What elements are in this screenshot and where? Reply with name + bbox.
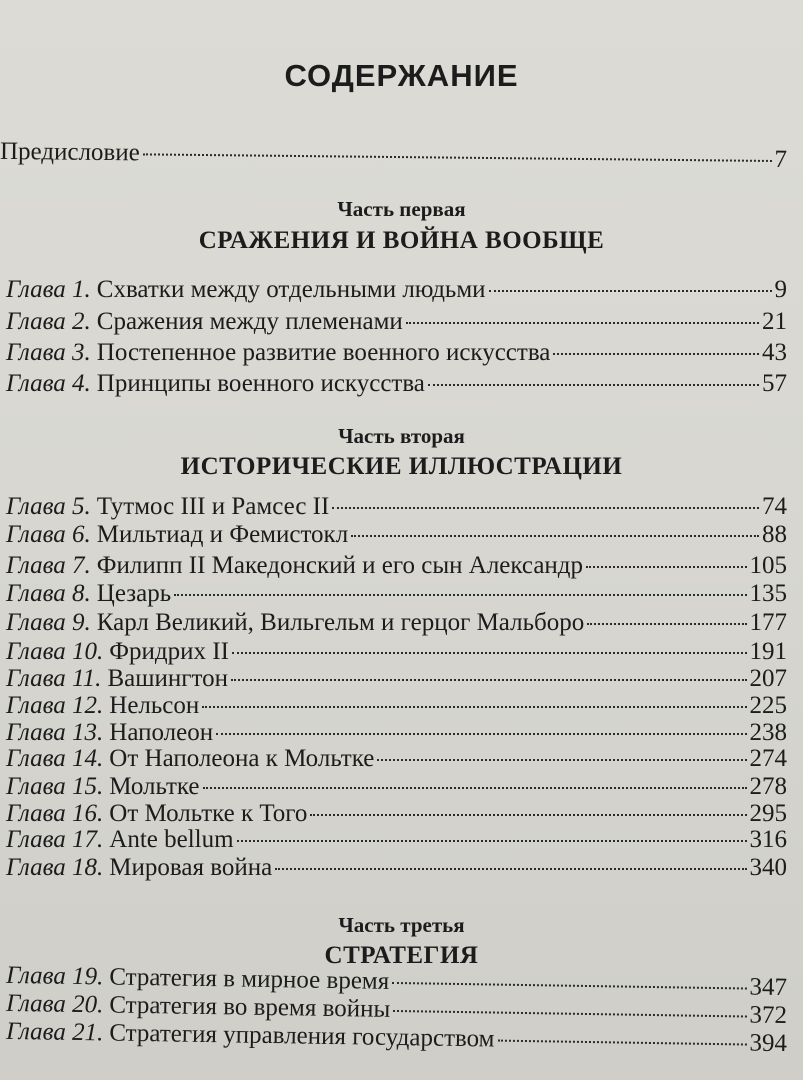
dot-leader [143,153,772,162]
chapter-title: Нельсон [109,692,200,719]
chapter-label: Глава 13. [6,719,104,746]
toc-row [6,719,787,747]
chapter-label: Глава 20. [5,989,104,1019]
dot-leader [216,733,746,735]
chapter-title: Стратегия в мирное время [109,963,390,995]
dot-leader [202,706,746,708]
chapter-label: Глава 11. [6,665,102,692]
chapter-label: Глава 17. [6,826,104,853]
chapter-title: От Наполеона к Мольтке [109,745,375,772]
part-label: Часть третья [338,913,465,937]
toc-row [6,800,787,828]
part-title: СРАЖЕНИЯ И ВОЙНА ВООБЩЕ [198,227,605,254]
chapter-title: Мильтиад и Фемистокл [96,521,349,548]
chapter-title: Постепенное развитие военного искусства [96,339,551,366]
chapter-page: 394 [749,1029,788,1058]
chapter-label: Глава 10. [6,638,104,665]
chapter-page: 340 [749,854,787,881]
toc-row [6,609,787,637]
dot-leader [237,840,747,842]
dot-leader [586,566,746,568]
chapter-label: Глава 14. [6,745,104,772]
dot-leader [310,814,746,816]
chapter-page: 43 [762,339,787,366]
chapter-label: Глава 7. [6,552,91,579]
toc-row [6,276,787,304]
dot-leader [553,353,759,355]
chapter-page: 105 [749,552,787,579]
chapter-title: Мольтке [109,773,200,800]
part-label: Часть первая [337,197,466,221]
chapter-title: Стратегия управления государством [109,1019,495,1053]
chapter-page: 347 [749,973,788,1002]
chapter-title: Тутмос III и Рамсес II [96,493,330,520]
chapter-page: 295 [749,800,787,827]
chapter-page: 88 [762,521,787,548]
chapter-page: 225 [749,692,787,719]
chapter-label: Глава 12. [6,692,104,719]
dot-leader [428,384,759,386]
chapter-label: Глава 1. [6,276,91,303]
chapter-label: Глава 18. [6,854,104,881]
chapter-title: Карл Великий, Вильгельм и герцог Мальборо [96,609,585,636]
chapter-label: Глава 8. [6,580,91,607]
dot-leader [174,594,746,596]
page-title: СОДЕРЖАНИЕ [284,58,519,93]
toc-row [6,773,787,801]
toc-row [6,638,787,666]
chapter-title: Принципы военного искусства [96,370,425,397]
chapter-page: 316 [749,826,787,853]
dot-leader [393,1010,746,1018]
chapter-title: Стратегия во время войны [109,991,391,1023]
chapter-label: Глава 6. [6,521,91,548]
part-title: ИСТОРИЧЕСКИЕ ИЛЛЮСТРАЦИИ [180,453,623,480]
chapter-label: Глава 16. [6,800,104,827]
dot-leader [275,868,746,870]
chapter-label: Глава 9. [6,609,91,636]
toc-page-number: 7 [774,145,788,174]
dot-leader [232,652,747,654]
dot-leader [351,535,759,537]
toc-row [6,308,787,336]
toc-row [6,692,787,720]
part-title: СТРАТЕГИЯ [324,942,479,969]
toc-row [6,521,787,549]
dot-leader [587,623,746,625]
chapter-page: 238 [749,719,787,746]
chapter-title: От Мольтке к Того [109,800,308,827]
toc-row [6,745,787,773]
chapter-label: Глава 2. [6,308,91,335]
dot-leader [497,1040,746,1046]
chapter-page: 135 [749,580,787,607]
toc-row [6,493,787,521]
toc-entry-title: Предисловие [0,137,140,167]
chapter-page: 57 [762,370,787,397]
chapter-label: Глава 19. [5,961,104,991]
toc-row [6,370,787,398]
chapter-title: Сражения между племенами [96,308,403,335]
chapter-label: Глава 3. [6,339,91,366]
chapter-page: 21 [762,308,787,335]
part-label: Часть вторая [338,424,465,448]
chapter-page: 177 [749,609,787,636]
toc-row [6,580,787,608]
chapter-label: Глава 4. [6,370,91,397]
dot-leader [392,982,746,990]
toc-row [6,826,787,854]
chapter-title: Схватки между отдельными людьми [96,276,486,303]
dot-leader [332,507,759,509]
dot-leader [406,322,759,324]
toc-row [6,552,787,580]
chapter-title: Вашингтон [107,665,228,692]
toc-row [6,665,787,693]
dot-leader [489,290,772,292]
chapter-page: 278 [749,773,787,800]
chapter-label: Глава 21. [5,1017,104,1047]
chapter-title: Ante bellum [109,826,234,853]
chapter-page: 74 [762,493,787,520]
toc-row-preface [0,138,787,174]
chapter-page: 191 [749,638,787,665]
chapter-title: Мировая война [109,854,273,881]
chapter-title: Филипп II Македонский и его сын Александр [96,552,584,579]
chapter-page: 207 [749,665,787,692]
dot-leader [377,759,746,761]
chapter-title: Цезарь [96,580,172,607]
toc-row [6,339,787,367]
chapter-page: 9 [774,276,787,303]
dot-leader [231,679,747,681]
chapter-label: Глава 15. [6,773,104,800]
toc-row [6,854,787,882]
chapter-page: 372 [749,1001,788,1030]
dot-leader [203,787,747,789]
chapter-title: Фридрих II [109,638,229,665]
chapter-page: 274 [749,745,787,772]
chapter-label: Глава 5. [6,493,91,520]
chapter-title: Наполеон [109,719,214,746]
